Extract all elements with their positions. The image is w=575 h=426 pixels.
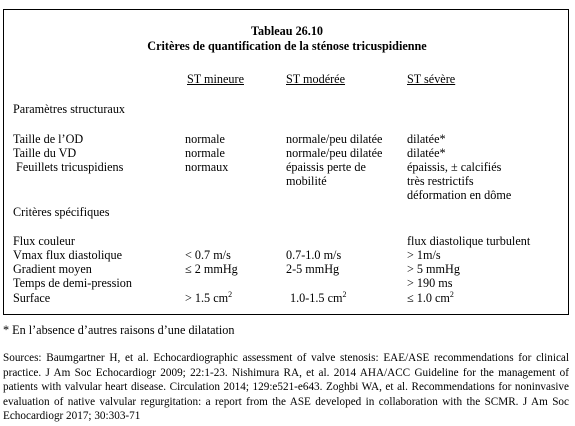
cell-gradient-severe: > 5 mmHg	[407, 262, 460, 276]
row-label-od: Taille de l’OD	[13, 132, 84, 146]
cell-od-moderee: normale/peu dilatée	[286, 132, 383, 146]
row-label-vd: Taille du VD	[13, 146, 77, 160]
cell-surface-mineure: > 1.5 $cm^2$	[185, 289, 233, 305]
section-heading-structural: Paramètres structuraux	[13, 102, 126, 116]
column-header-mineure: ST mineure	[187, 72, 244, 86]
cell-od-mineure: normale	[185, 132, 225, 146]
cell-vmax-moderee: 0.7-1.0 m/s	[286, 248, 342, 262]
cell-feuillets-severe-line3: déformation en dôme	[407, 188, 512, 202]
row-label-flux-couleur: Flux couleur	[13, 234, 75, 248]
cell-feuillets-moderee-line2: mobilité	[286, 174, 327, 188]
table-footnote: * En l’absence d’autres raisons d’une dilatation	[3, 323, 235, 337]
table-title: Tableau 26.10	[250, 24, 324, 38]
cell-vd-moderee: normale/peu dilatée	[286, 146, 383, 160]
row-label-vmax: Vmax flux diastolique	[13, 248, 122, 262]
row-label-feuillets: Feuillets tricuspidiens	[13, 160, 124, 174]
section-heading-specific: Critères spécifiques	[13, 205, 110, 219]
row-label-gradient: Gradient moyen	[13, 262, 92, 276]
cell-feuillets-mineure: normaux	[185, 160, 229, 174]
column-header-moderee: ST modérée	[286, 72, 346, 86]
table-subtitle: Critères de quantification de la sténose tricuspidienne	[147, 39, 427, 53]
cell-gradient-mineure: ≤ 2 mmHg	[185, 262, 238, 276]
cell-demi-pression-severe: > 190 ms	[407, 276, 453, 290]
cell-vd-mineure: normale	[185, 146, 225, 160]
cell-surface-moderee: 1.0-1.5 $cm^2$	[290, 289, 347, 305]
cell-surface-severe: ≤ 1.0 $cm^2$	[407, 289, 454, 305]
cell-vd-severe: dilatée*	[407, 146, 446, 160]
cell-feuillets-moderee-line1: épaissis perte de	[286, 160, 366, 174]
cell-feuillets-severe-line2: très restrictifs	[407, 174, 474, 188]
sources-paragraph: Sources: Baumgartner H, et al. Echocardiographic assessment of valve stenosis: EAE/ASE recommendations for clinical practice. J Am Soc Echocardiogr 2009; 22:1-23. Nishimura RA, et al. 2014 AHA/ACC Guideline for the management of patients with valvular heart disease. Circulation 2014; 129:e521-e643. Zoghbi WA, et al. Recommendations for noninvasive evaluation of native valvular regurgitation: a report from the ASE developed in collaboration with the SCMR. J Am Soc Echocardiogr 2017; 30:303-71	[3, 352, 569, 422]
row-label-demi-pression: Temps de demi-pression	[13, 276, 132, 290]
criteria-table	[3, 9, 569, 315]
column-header-severe: ST sévère	[407, 72, 456, 86]
cell-vmax-mineure: < 0.7 m/s	[185, 248, 231, 262]
row-label-surface: Surface	[13, 291, 51, 305]
cell-gradient-moderee: 2-5 mmHg	[286, 262, 340, 276]
cell-flux-couleur-severe: flux diastolique turbulent	[407, 234, 531, 248]
cell-feuillets-severe-line1: épaissis, ± calcifiés	[407, 160, 502, 174]
cell-vmax-severe: > 1m/s	[407, 248, 441, 262]
cell-od-severe: dilatée*	[407, 132, 446, 146]
